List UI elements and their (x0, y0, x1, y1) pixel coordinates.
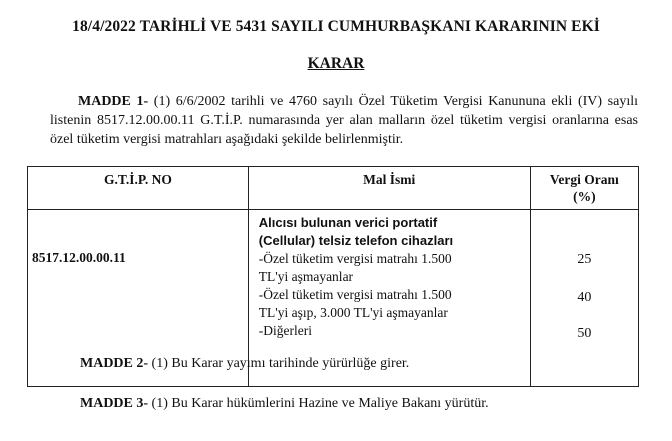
article-1 (50, 92, 638, 149)
document-title: 18/4/2022 TARİHLİ VE 5431 SAYILI CUMHURBAŞKANI KARARININ EKİ (72, 18, 600, 35)
header-tax-rate-line1: Vergi Oranı (549, 172, 619, 187)
header-gtip: G.T.İ.P. NO (28, 167, 249, 210)
header-tax-rate (530, 167, 638, 210)
gtip-number: 8517.12.00.00.11 (28, 210, 249, 387)
rate-value-3: 50 (577, 326, 592, 341)
article-3-text: (1) Bu Karar hükümlerini Hazine ve Maliye Bakanı yürütür. (148, 396, 489, 411)
header-goods-name: Mal İsmi (248, 167, 530, 210)
table-header-row (28, 167, 639, 210)
rate-value-2: 40 (577, 290, 592, 305)
article-2 (80, 356, 409, 372)
goods-item-2-line1: -Özel tüketim vergisi matrahı 1.500 (258, 287, 452, 302)
rate-value-1: 25 (577, 252, 592, 267)
article-1-text: (1) 6/6/2002 tarihli ve 4760 sayılı Özel Tüketim Vergisi Kanununa ekli (IV) sayılı listenin 8517.12.00.00.11 G.T.İ.P. numarasında yer alan malların özel tüketim vergisi oranlarına esas özel tüketim vergisi matrahları aşağıdaki şekilde belirlenmiştir. (50, 94, 639, 147)
article-1-label: MADDE 1- (78, 94, 149, 109)
tax-rate-table (27, 166, 639, 387)
article-1-paragraph (50, 92, 638, 149)
tax-rates (530, 210, 638, 387)
article-2-label: MADDE 2- (80, 356, 149, 371)
goods-heading-line1: Alıcısı bulunan verici portatif (258, 215, 438, 230)
goods-item-3-line1: -Diğerleri (258, 323, 313, 338)
document-heading: KARAR (307, 55, 365, 72)
goods-item-2-line2: TL'yi aşıp, 3.000 TL'yi aşmayanlar (258, 305, 448, 320)
article-3 (80, 396, 489, 412)
header-tax-rate-line2: (%) (573, 189, 596, 204)
article-2-text: (1) Bu Karar yayımı tarihinde yürürlüğe girer. (148, 356, 410, 371)
goods-item-1-line2: TL'yi aşmayanlar (258, 269, 354, 284)
article-3-label: MADDE 3- (80, 396, 149, 411)
goods-item-1-line1: -Özel tüketim vergisi matrahı 1.500 (258, 251, 452, 266)
goods-heading-line2: (Cellular) telsiz telefon cihazları (258, 233, 454, 248)
